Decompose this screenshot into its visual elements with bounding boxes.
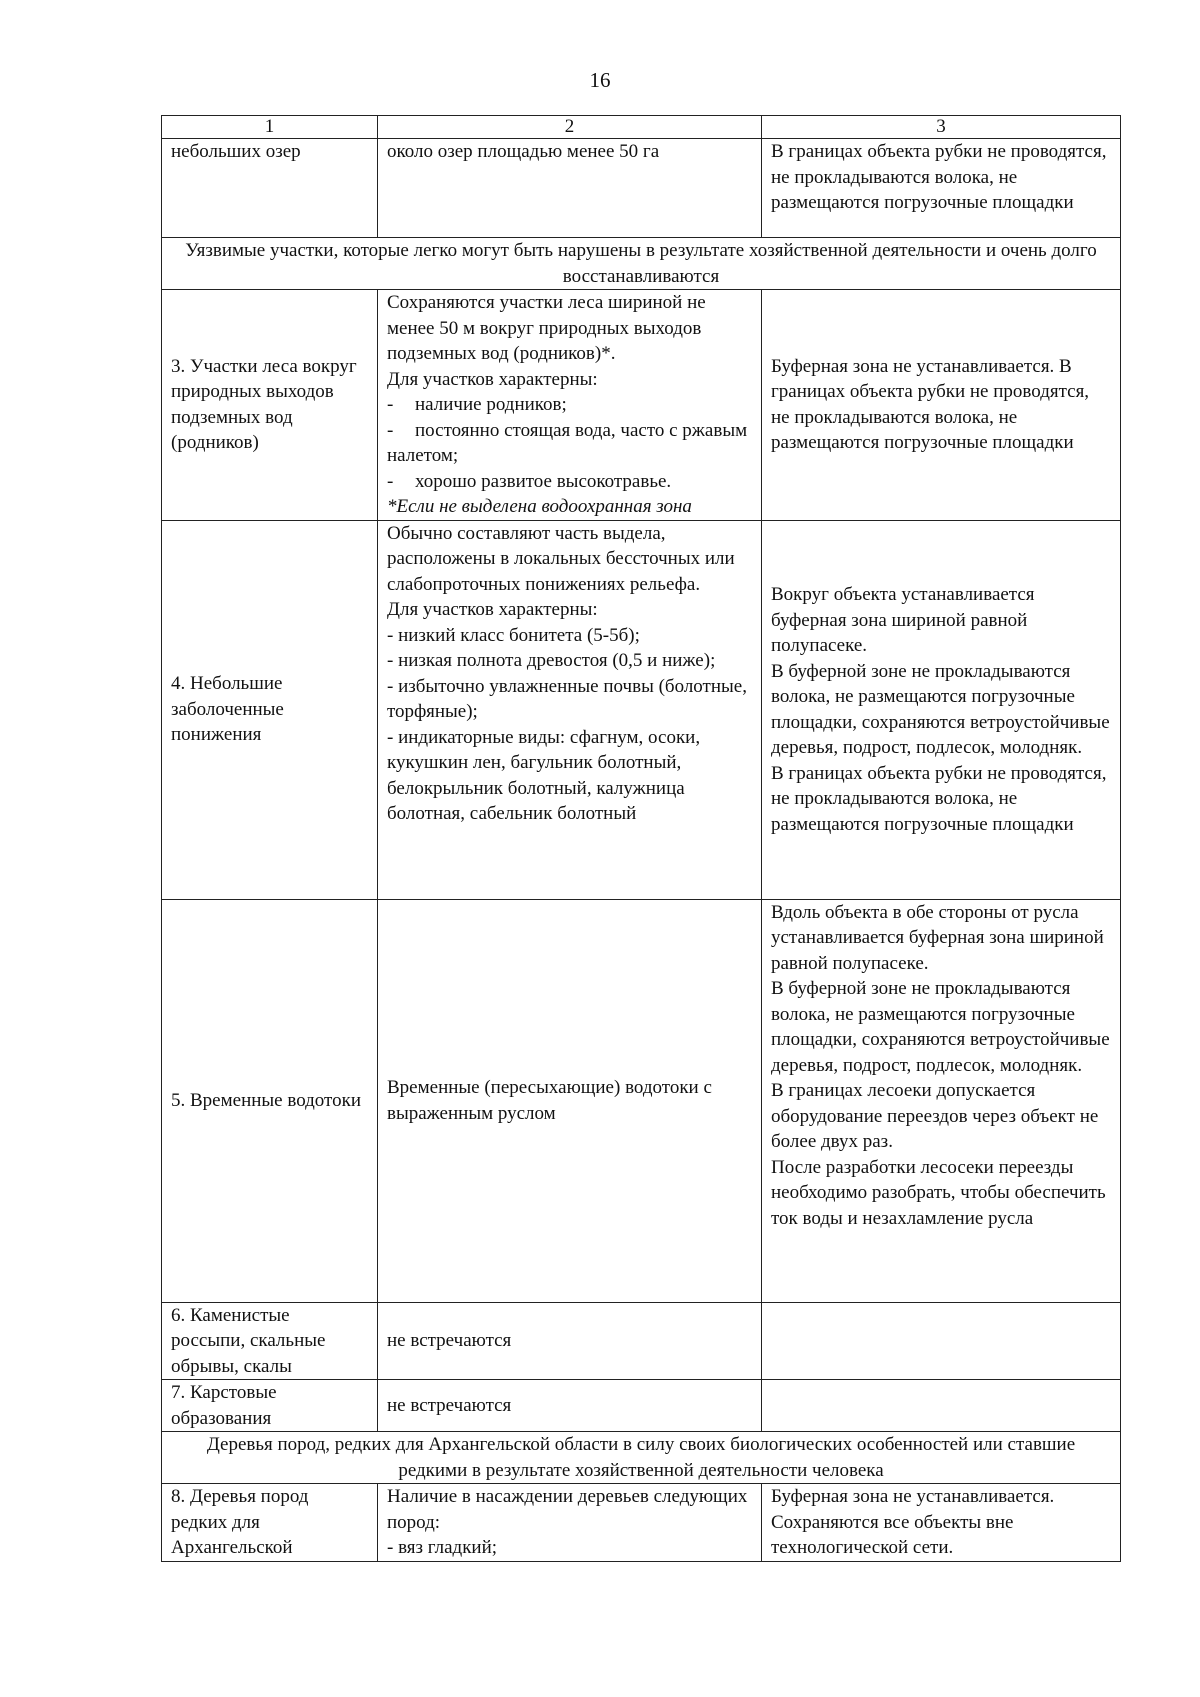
measures-text: Вдоль объекта в обе стороны от русла устанавливается буферная зона шириной равной полупасеке.: [771, 901, 1104, 974]
column-number: 1: [162, 116, 378, 139]
measures-text: Буферная зона не устанавливается.: [771, 1486, 1055, 1507]
measures-cell: В границах объекта рубки не проводятся, не прокладываются волока, не размещаются погрузочные площадки: [762, 139, 1121, 238]
column-number: 2: [378, 116, 762, 139]
table-row: [162, 1380, 1121, 1432]
column-numbers-row: [162, 116, 1121, 139]
section-heading-row: [162, 238, 1121, 290]
description-cell: [378, 1484, 762, 1562]
list-item: - избыточно увлажненные почвы (болотные, торфяные);: [387, 675, 747, 722]
object-cell: 4. Небольшие заболоченные понижения: [162, 520, 378, 899]
measures-text: В границах объекта рубки не проводятся, не прокладываются волока, не размещаются погрузочные площадки: [771, 762, 1107, 835]
description-cell: [378, 520, 762, 899]
list-item: - постоянно стоящая вода, часто с ржавым налетом;: [387, 419, 748, 466]
table-row: [162, 1484, 1121, 1562]
habitat-table: [161, 115, 1121, 1562]
description-text: Для участков характерны:: [387, 599, 598, 620]
measures-cell: [762, 1484, 1121, 1562]
description-text: Сохраняются участки леса шириной не менее 50 м вокруг природных выходов подземных вод (родников)*.: [387, 292, 706, 364]
description-text: Наличие в насаждении деревьев следующих пород:: [387, 1486, 748, 1533]
table-row: [162, 520, 1121, 899]
description-cell: около озер площадью менее 50 га: [378, 139, 762, 238]
table-row: [162, 290, 1121, 521]
object-cell: небольших озер: [162, 139, 378, 238]
object-cell: 6. Каменистые россыпи, скальные обрывы, скалы: [162, 1302, 378, 1380]
list-item: - вяз гладкий;: [387, 1537, 498, 1558]
measures-cell: [762, 520, 1121, 899]
measures-text: В границах лесоеки допускается оборудование переездов через объект не более двух раз.: [771, 1080, 1099, 1152]
measures-cell: [762, 899, 1121, 1302]
object-cell: 5. Временные водотоки: [162, 899, 378, 1302]
column-number: 3: [762, 116, 1121, 139]
list-item: - низкая полнота древостоя (0,5 и ниже);: [387, 650, 716, 671]
measures-text: В буферной зоне не прокладываются волока, не размещаются погрузочные площадки, сохраняются ветроустойчивые деревья, подрост, подлесок, молодняк.: [771, 978, 1110, 1076]
measures-text: Сохраняются все объекты вне технологической сети.: [771, 1511, 1014, 1558]
list-item: - низкий класс бонитета (5-5б);: [387, 624, 640, 646]
section-heading-row: [162, 1432, 1121, 1484]
list-item: - индикаторные виды: сфагнум, осоки, кукушкин лен, багульник болотный, белокрыльник болотный, калужница болотная, сабельник болотный: [387, 726, 701, 824]
description-text: Обычно составляют часть выдела, расположены в локальных бессточных или слабопроточных понижениях рельефа.: [387, 522, 735, 595]
page-number: 16: [589, 68, 611, 92]
measures-cell: [762, 1380, 1121, 1432]
description-cell: не встречаются: [378, 1302, 762, 1380]
measures-text: Вокруг объекта устанавливается буферная зона шириной равной полупасеке.: [771, 584, 1035, 656]
table-row: [162, 139, 1121, 238]
section-heading: Уязвимые участки, которые легко могут быть нарушены в результате хозяйственной деятельности и очень долго восстанавливаются: [162, 238, 1121, 290]
description-text: Для участков характерны:: [387, 368, 598, 390]
measures-text: После разработки лесосеки переезды необходимо разобрать, чтобы обеспечить ток воды и незахламление русла: [771, 1156, 1106, 1229]
description-cell: не встречаются: [378, 1380, 762, 1432]
section-heading: Деревья пород, редких для Архангельской области в силу своих биологических особенностей или ставшие редкими в результате хозяйственной деятельности человека: [162, 1432, 1121, 1484]
list-item: - наличие родников;: [387, 394, 567, 415]
table-row: [162, 1302, 1121, 1380]
footnote: *Если не выделена водоохранная зона: [387, 496, 692, 517]
measures-cell: Буферная зона не устанавливается. В границах объекта рубки не проводятся, не прокладываются волока, не размещаются погрузочные площадки: [762, 290, 1121, 521]
description-cell: [378, 290, 762, 521]
measures-cell: [762, 1302, 1121, 1380]
object-cell: 7. Карстовые образования: [162, 1380, 378, 1432]
description-cell: Временные (пересыхающие) водотоки с выраженным руслом: [378, 899, 762, 1302]
object-cell: 3. Участки леса вокруг природных выходов подземных вод (родников): [162, 290, 378, 521]
object-cell: 8. Деревья пород редких для Архангельской: [162, 1484, 378, 1562]
list-item: - хорошо развитое высокотравье.: [387, 470, 672, 492]
measures-text: В буферной зоне не прокладываются волока, не размещаются погрузочные площадки, сохраняются ветроустойчивые деревья, подрост, подлесок, молодняк.: [771, 660, 1110, 758]
table-row: [162, 899, 1121, 1302]
